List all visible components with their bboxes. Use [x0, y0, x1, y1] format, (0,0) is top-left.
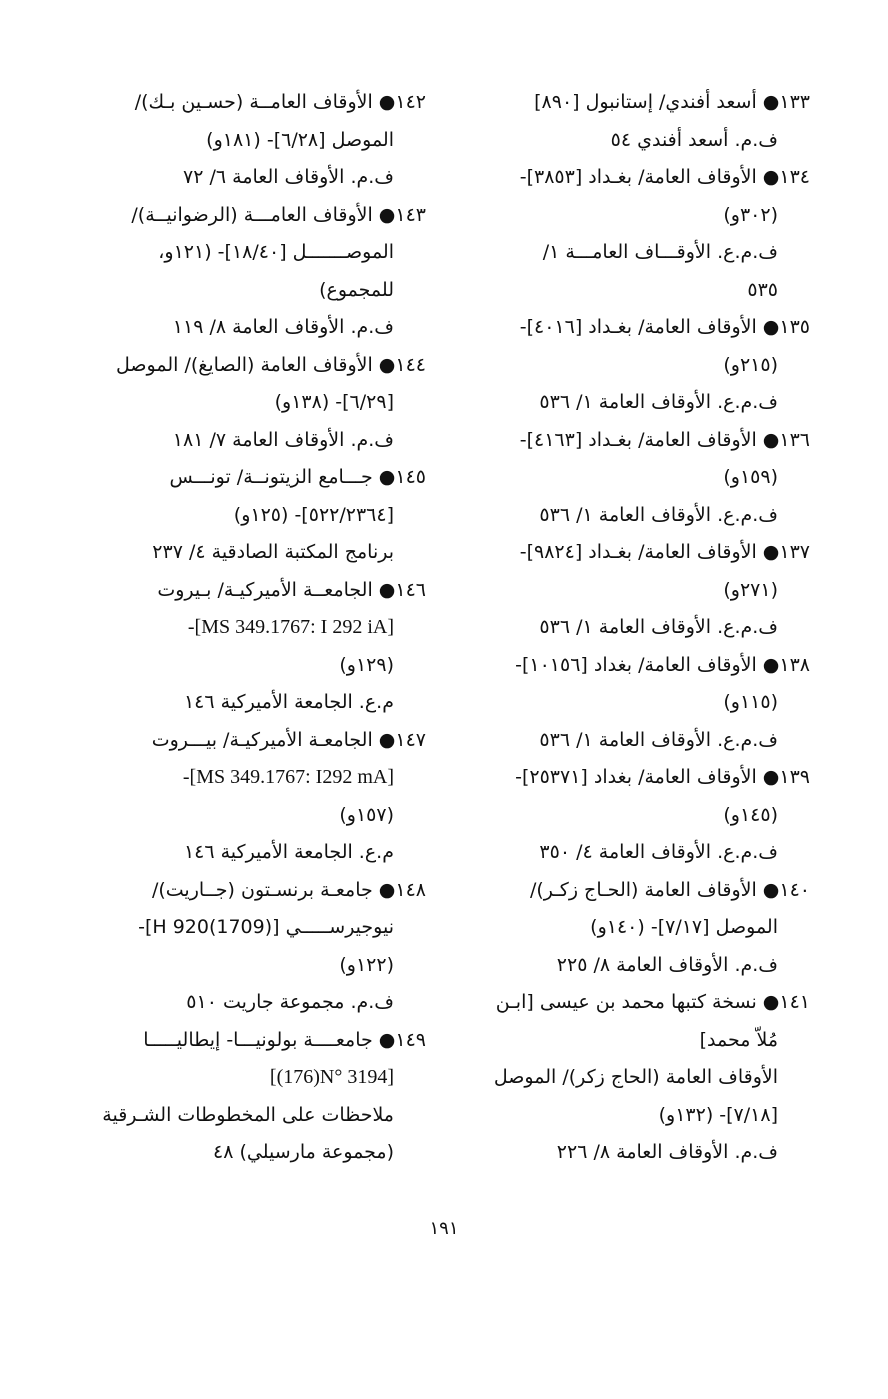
text-line: ٥٣٥	[747, 278, 778, 301]
text-line: ف.م. الأوقاف العامة ٨/ ٢٢٦	[556, 1141, 778, 1163]
page-number: ١٩١	[429, 1218, 459, 1239]
text-line: [٥٢٢/٢٣٦٤]- (١٢٥و)	[233, 503, 394, 526]
text-line: ١٤٣● الأوقاف العامـــة (الرضوانيــة)/	[131, 203, 426, 226]
text-line: ف.م. الأوقاف العامة ٧/ ١٨١	[172, 428, 394, 451]
text-line: (٣٠٢و)	[723, 203, 778, 226]
text-line: للمجموع)	[319, 278, 394, 301]
text-line: ف.م.ع. الأوقاف العامة ١/ ٥٣٦	[539, 728, 778, 751]
text-line: ف.م. الأوقاف العامة ٨/ ٢٢٥	[556, 953, 778, 976]
text-line: ١٤٨● جامعـة برنسـتون (جــاريت)/	[151, 878, 426, 901]
text-line: الأوقاف العامة (الحاج زكر)/ الموصل	[493, 1066, 778, 1088]
text-line: [(176)N° 3194]	[269, 1066, 394, 1088]
text-line: ١٣٥● الأوقاف العامة/ بغـداد [٤٠١٦]-	[519, 316, 810, 338]
text-line: ١٣٤● الأوقاف العامة/ بغـداد [٣٨٥٣]-	[519, 166, 810, 188]
text-line: (٢٧١و)	[723, 578, 778, 601]
text-line: (١٥٩و)	[723, 466, 778, 488]
text-line: -[MS 349.1767: I 292 iA]	[187, 616, 394, 638]
text-line: ف.م. الأوقاف العامة ٨/ ١١٩	[172, 316, 394, 338]
text-line: [٦/٢٩]- (١٣٨و)	[274, 391, 394, 413]
text-line: الموصل [٦/٢٨]- (١٨١و)	[206, 128, 394, 151]
text-line: (١٢٩و)	[339, 653, 394, 676]
text-line: م.ع. الجامعة الأميركية ١٤٦	[183, 841, 394, 863]
text-line: ١٤٤● الأوقاف العامة (الصايغ)/ الموصل	[116, 353, 426, 376]
text-line: برنامج المكتبة الصادقية ٤/ ٢٣٧	[152, 541, 394, 563]
text-line: ١٣٨● الأوقاف العامة/ بغداد [١٠١٥٦]-	[515, 653, 810, 676]
text-line: -[MS 349.1767: I292 mA]	[182, 766, 394, 788]
text-line: ١٣٣● أسعد أفندي/ إستانبول [٨٩٠]	[534, 91, 810, 113]
text-line: (١٢٢و)	[339, 953, 394, 976]
text-line: ف.م.ع. الأوقاف العامة ١/ ٥٣٦	[539, 391, 778, 413]
text-line: [٧/١٨]- (١٣٢و)	[658, 1103, 778, 1126]
text-line: ف.م.ع. الأوقاف العامة ٤/ ٣٥٠	[539, 841, 778, 863]
right-column	[470, 84, 810, 1172]
text-line: نيوجيرســـــي [H 920(1709)]-	[138, 916, 394, 938]
text-line: ف.م. الأوقاف العامة ٦/ ٧٢	[183, 166, 394, 188]
text-line: ١٤٠● الأوقاف العامة (الحـاج زكـر)/	[529, 878, 810, 901]
text-line: الموصـــــــل [١٨/٤٠]- (١٢١و،	[158, 241, 394, 263]
text-line: (١٥٧و)	[339, 803, 394, 826]
left-column	[91, 84, 426, 1172]
text-line: ف.م.ع. الأوقاف العامة ١/ ٥٣٦	[539, 503, 778, 526]
text-line: ١٤٢● الأوقاف العامــة (حسـين بـك)/	[134, 91, 426, 113]
text-line: م.ع. الجامعة الأميركية ١٤٦	[183, 691, 394, 713]
text-line: ملاحظات على المخطوطات الشـرقية	[102, 1103, 394, 1126]
text-line: (١٤٥و)	[723, 803, 778, 826]
text-line: (١١٥و)	[723, 691, 778, 713]
text-line: ١٤٦● الجامعــة الأميركيـة/ بـيروت	[157, 578, 426, 601]
text-line: ١٤٥● جـــامع الزيتونــة/ تونـــس	[169, 466, 426, 488]
text-line: الموصل [٧/١٧]- (١٤٠و)	[590, 916, 778, 938]
text-line: ف.م.ع. الأوقاف العامة ١/ ٥٣٦	[539, 616, 778, 638]
text-line: ١٣٩● الأوقاف العامة/ بغداد [٢٥٣٧١]-	[515, 766, 810, 788]
text-line: ١٤٩● جامعــــة بولونيـــا- إيطاليـــــا	[143, 1028, 426, 1051]
text-line: ف.م. أسعد أفندي ٥٤	[610, 128, 778, 151]
text-line: (مجموعة مارسيلي) ٤٨	[212, 1141, 394, 1163]
text-line: ١٣٦● الأوقاف العامة/ بغـداد [٤١٦٣]-	[519, 428, 810, 451]
text-line: ١٤١● نسخة كتبها محمد بن عيسى [ابـن	[495, 991, 810, 1013]
text-line: مُلاّ محمد]	[699, 1028, 778, 1051]
text-line: ١٤٧● الجامعـة الأميركيـة/ بيـــروت	[151, 728, 426, 751]
text-line: (٢١٥و)	[723, 353, 778, 376]
text-line: ١٣٧● الأوقاف العامة/ بغـداد [٩٨٢٤]-	[519, 541, 810, 563]
text-line: ف.م. مجموعة جاريت ٥١٠	[186, 991, 394, 1013]
text-line: ف.م.ع. الأوقـــاف العامـــة ١/	[542, 241, 778, 263]
